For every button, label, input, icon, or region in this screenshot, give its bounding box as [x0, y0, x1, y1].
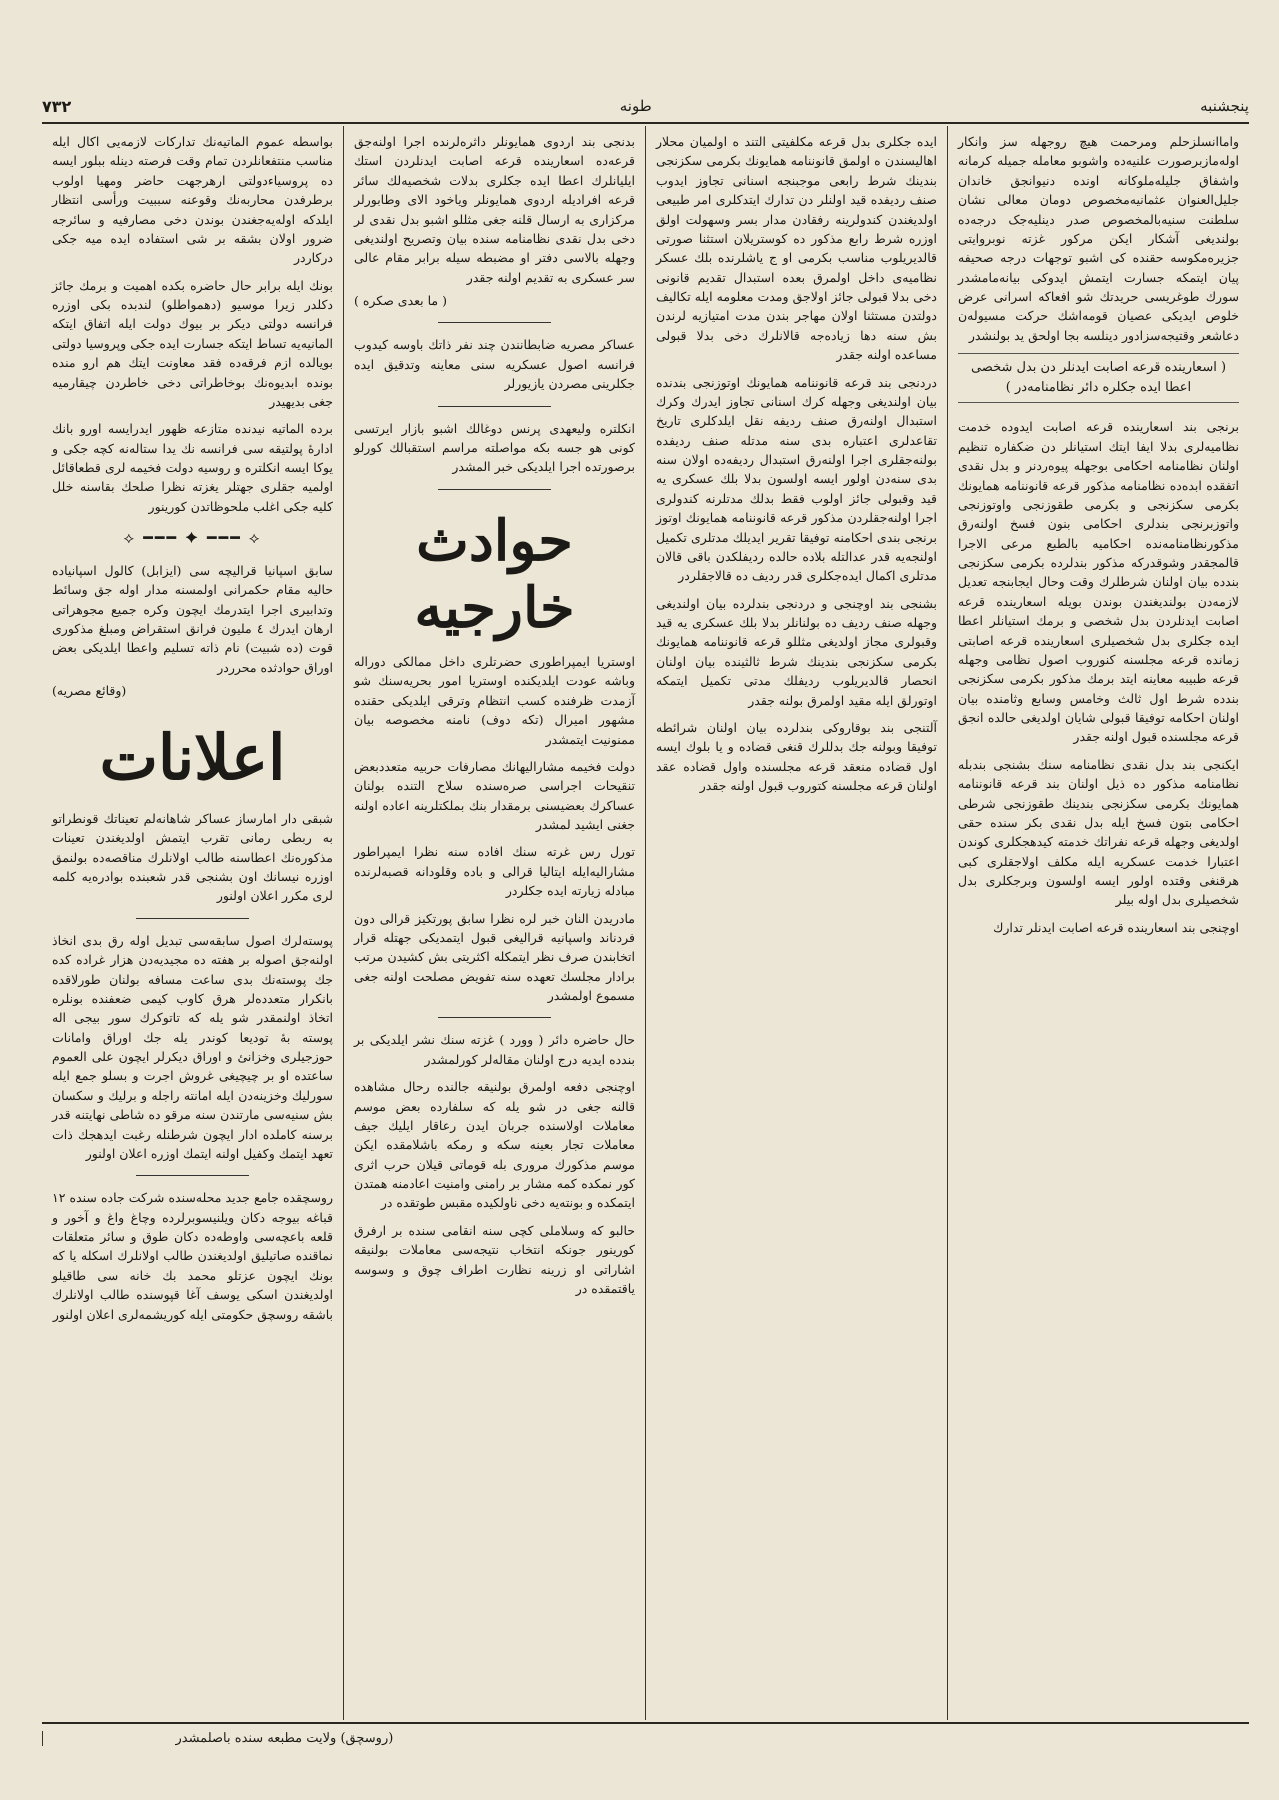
- header-masthead: طونه: [619, 97, 652, 115]
- column-4: [42, 126, 343, 1720]
- page-header: [42, 90, 1249, 124]
- divider: [438, 322, 550, 323]
- divider: [438, 489, 550, 490]
- source-credit: (وقائع مصریه): [52, 683, 127, 699]
- paragraph: دولت فخیمه مشارالیهانك مصارفات حربیه متعددبعض تنقیحات اجراسی صره‌سنده سلاح التنده بولنان عساکرك بعضیسنی برمقدار بنك بملکتلرینه اعاده اولنه جغنی ایشید لمشدر: [354, 758, 635, 832]
- column-3: [343, 126, 645, 1720]
- header-day: پنجشنبه: [1200, 97, 1249, 115]
- divider: [136, 1175, 248, 1176]
- paragraph: اوچنجی دفعه اولمرق بولنیقه جالنده رحال مشاهده قالنه جغی در شو یله که سلفارده بعض موسم معاملات اولاسنده جربان ایدن رعاقار ایلیك جیف معاملات تجار بعینه سکه و رمکه باشلامقده ایکن موسم مذکورك مروری بله قوماتی قیلان حرب اثری کور نمکده کمه مشار بر رامنی وامنیت اعادمنه همتدن ایتمکده و بونته‌یه دخی ناولکیده مقبس طوتقده در: [354, 1079, 635, 1211]
- section-title-foreign-news: حوادث خارجیه: [414, 507, 575, 641]
- paragraph: مادریدن النان خبر لره نظرا سابق پورتکیز قرالی دون فردناند واسپانیه قرالیغی قبول ایتمدیکی جهتله قرار اتخابندن صرف نظر ایتمکله اکثریتی بش کشیدن مرتب برادار مجلسك تعهده سنه تفویض مصلحت اولنه جغی مسموع اولمشدر: [354, 910, 635, 1003]
- printer-imprint: (روسچق) ولایت مطبعه سنده باصلمشدر: [42, 1731, 526, 1746]
- ornament-divider: ⟡ ━━━ ✦ ━━━ ⟡: [123, 528, 262, 548]
- paragraph: تورل رس غرته سنك افاده سنه نظرا ایمپراطور مشارالیه‌ایله ایتالیا قرالی و باده وقلودانه قصبه‌لرنده مبادله زیارته ایده جکلردر: [354, 844, 635, 899]
- announcement: شبقی دار امارساز عساکر شاهانه‌لم تعیناتك قونطراتو به ربطی رمانی تقرب ایتمش اولدیغندن تعینات مذکوره‌نك اعطاسنه طالب اولانلرك مناقصه‌ده بولنمق اوزره نیسانك اون بشنجی قدر شعبنده بوادره‌یه کلمه لری مکرر اعلان اولنور: [52, 810, 333, 904]
- paragraph: انكلتره ولیعهدی پرنس دوغالك اشبو بازار ایرتسی کونی هو جسه بکه مواصلته مراسم استقبالك کورلو برصورتده اجرا ایلدیکی خبر المشدر: [354, 420, 635, 475]
- paragraph: سابق اسپانیا قرالیچه سی (ایزابل) کالول اسپانیاده حالیه مقام حکمرانی اولمسنه مدار اوله جق وسائط وتدابیری اجرا ایتدرمك ایچون وکره جمیع مجوهراتی ارهان ایدرك ٤ ملیون فرانق استقراض ومبلغ مذکوری قوت (ده شبیت) نام ذاته تسلیم واعطا ایلدیکی بعض اوراق حوادثده محرردر: [52, 562, 334, 675]
- paragraph: آلتنجی بند بوقاروکی بندلرده بیان اولنان شرائطه توفیقا وبولنه جك بدللرك قنغی قضاده و یا بلوك ایسه اول قضاده منعقد قرعه مجلسنده واول قضاده عقد اولنان قرعه مجلسنه کتوروب قبول اولنه جقدر: [656, 719, 937, 793]
- article-1: برنجی بند اسعارینده قرعه اصابت ایدوده خدمت نظامیه‌لری بدلا ایفا ایتك استیانلر دن ضكفاره تنظیم اولنان نظامنامه احكامی بوجهله پیوه‌ردنر و بدل نقدی اتفقده ابده‌ده نظامنامه مذكور قرعه قانوننامه همایونك بکرمی سکزنجی و بکرمی طقوزنجی واوتوزنجی واتوزبرنجی بندلری احكامی بنون فسخ اولنه‌رق مذكورنظامنامه‌نده احكامیه بالطبع مرعی الاجرا قالمجقدر وشوقدركه مذكور بندلرده بکرمی سکزنجی بندده بیان اولنان شرطلرك وقت وحال ایجابنجه تعدیل لازمه‌دن بولندیغندن بوندن بویله اسعارینده قرعه اصابت ایدنلردن بدل شخصی و برمك استیانلر اعطا ایده جکلری بدل شخصیلری اسعارینده قرعه اصابتی زمانده قرعه مجلسنه کنوروب اصول نظامی وجهله قرعه طبیبه معاینه ایتد برمك مذكور بکرمی سکزنجی بندده شرط اول ثالث وخامس وسابع وثامنده بیان اولنان احکامه توفیقا قبولی شایان اولدیغی حالده انجق قرعه مجلسنده قبول اولنه جقدر: [958, 419, 1239, 745]
- article-3: اوچنجی بند اسعارینده قرعه اصابت ایدنلر تدارك: [993, 919, 1239, 935]
- column-2: [645, 126, 947, 1720]
- columns-container: [42, 126, 1249, 1720]
- paragraph: بونك ایله برابر حال حاضره بکده اهمیت و برمك جائز دکلدر زیرا موسیو (دهمواطلو) لندبده بکی اوزره فرانسه دولتی دیکر بر بیوك دولت ایله اتفاق ایتکه الما‌نیه‌یه تساط ایتکه جسارت ایده جکی وپروسیا دولتی بویالده ازم فرقه‌ده فقد معاونت ایتك هم ارو منده بونده ابدیوه‌نك بوخاطراتی دخی خاطردن چیقارمیه جغی بدیهیدر: [52, 277, 333, 409]
- paragraph: حالبو كه وسلاملی کچی سنه انقامی سنده بر ارفرق کورینور جونکه انتخاب نتیجه‌سی معاملات بولنیقه اشاراتی او زرینه نظارت اطراف چوق و وسوسه یاقتمقده در: [354, 1222, 635, 1296]
- paragraph: بدنجی بند اردوی همایونلر داثره‌لرنده اجرا اولنه‌جق قرعه‌ده اسعارینده قرعه اصابت ایدنلردن استك ایلیانلرك اعطا ایده جکلری بدلات شخصیه‌لك سائر قرعه افرادیله اردوی همایونلر ویاخود الای وطابورلر مرکزاری به ارسال قلنه جغی مثللو اشبو بدل نقدی لر دخی بدل نقدی نظامنامه سنده بیان وتصریح اولندیغی وجهله بالاسی دفتر او مضبطه سیله برابر مقام عالی سر عسکری به تقدیم اولنه جقدر: [354, 134, 635, 285]
- paragraph: بواسطه عموم الماتیه‌نك تدارکات لازمه‌یی اکال ایله مناسب منتفعانلردن تمام وقت فرصته دینله ببلور ایسه ده پروسیاء‌دولتی ارهرجهت حاضر ومهیا اولوب برطرفدن محاربه‌نك وقوعنه سببیت ورأسی انتظار ایلدکه اوله‌یه‌جغندن بوندن دخی مصارفیه و سائرجه ضرور اولان بشقه بر شی استفاده ایده میه جکی دركاردر: [52, 134, 333, 266]
- regulation-title: ( اسعارینده قرعه اصابت ایدنلر دن بدل شخصی اعطا ایده جکلره دائر نظامنامه‌در ): [958, 353, 1239, 403]
- page-footer: [42, 1722, 1249, 1752]
- section-title-announcements: اعلانات: [99, 720, 286, 794]
- announcement: روسچقده جامع جدید محله‌سنده شرکت جاده سنده ١٢ قباغه بیوجه دكان ویلنیسوبرلرده وچاغ واغ و آخور و قلعه باعچه‌سی واوطه‌ده دكان طوق و سائر متعلقات نماقنده صاتیلیق اولدیغندن طالب اولانلرك اسکله یا که بونك ایچون عزتلو محمد بك خانه سی طاقیلو اولدیغندن اسکی یوسف آغا قپوسنده طالب اولانلرك باشقه روسچق حکومتی ایله کوریشمه‌لری اعلان اولنور: [52, 1190, 333, 1322]
- divider: [136, 918, 248, 919]
- article-2: ایکنجی بند بدل نقدی نظامنامه سنك بشنجی بندبله نظامنامه مذكور ده ذیل اولنان بند قرعه قانوننامه همایونك بکرمی سکزنجی بندینك طقوزنجی شرطی احكامی بتون فسخ ایله بدل نقدی بکر سنده حقی اولدیغی وجهله قرعه نفراتك خدمته کیدهجکلری کوندن اعتبارا خدمت عسکریه ایله مكلف اولاجقلری کبی هرقنغی وقتده اولور ایسه اولسون وبرجکلری بدل شخصیلری بدل اوله بیلر: [958, 756, 1239, 908]
- divider: [438, 406, 550, 407]
- announcement: پوسته‌لرك اصول سابقه‌سی تبدیل اوله رق بدی انخاذ اولنه‌جق اصوله بر هفته ده مجیدیه‌دن هزار غراده کده جك پوسته‌نك بدی ساعت مسافه بولنان طورلاقده بانکرار متعدده‌لر هرق کاوب کیمی ضعفنده بونلره اتخاذ اولنمقدر شو یله که تاتوکرك سور بیجی اله پوسته بهٔ توديعا کوندر یله جك اوراق وامانات حوزجیلری وخزانئ و اوراق دیکرلر ایچون علی العموم ساعتده او بر چیچیغی غروش اجرت و بسلو جمع ایله سورلیك وخزینه‌دن ایله امانته راجله و برلیك و سکسان بش سنیه‌سی مارتندن سنه مرقو ده شاطی نهایتنه قدر برسنه کاملده ادار ایچون شرطنله رغبت ایدهجك ذات تعهد ایتمك وكفیل اولنه ایتمك اوزره اعلان اولنور: [52, 932, 333, 1161]
- paragraph: دردنجی بند قرعه قانوننامه همایونك اوتوزنجی بندنده بیان اولندیغی وجهله کرك اسنانی تجاوز ایدرك وکرك استبدال اولنه‌رق صنف ردیفه نقل ایلدکلری تاریخ تقاعدلری اعتباره بدی سنه مدتله صنف ردیفده بولنه‌جقلری اجرا اولنه‌رق استبدال ردیفه‌ده اولان سنه بدی سنه‌دن اولور ایسه اولسون بدلا بلك عسكری یه قید وقبولی جائز اولوب فقط بدلك مدتلرنه کندولری اجرا اولنه‌جقلردن مذکور قرعه قانوننامه همایونك اوتوز برنجی بندی احکامنه توفیقا تقریر ایدیلك مدتلری تکمیل اولنجه‌یه قدر عدالتله بلاده حالده ردیفلکدن باقی قالان مدتلری اکمال ایده‌جکلری قدر ردیف ده قالاجقلردر: [656, 374, 937, 584]
- paragraph: اوستریا ایمپراطوری حضرتلری داخل ممالکی دوراله وباشه عودت ایلدیکنده اوستریا امور بحریه‌سنك شو آزمدت ظرفنده کسب انتظام وترقی ایلدیکی حقنده مشهور امیرال (تکه دوف) نامنه مخصوصه بیان ممنونیت ایتمشدر: [354, 654, 635, 747]
- header-page-number: ٧٣٢: [42, 96, 72, 116]
- paragraph: واماانسلزحلم ومرحمت هیچ روجهله سز وانکار اوله‌مازبرصورت علنیه‌ده واشوبو معامله جمیله کرمانه واشفاق جلیله‌ملوکانه اونده دنیوانجق خاندان جلیل‌العنوان عثمانیه‌مخصوص دومان معالی نشان سلطنت سنیه‌بالمخصوص صدر دینلیه‌جک درجه‌ده بولندیغی آشکار ایکن مرکور غزته نوبروایتی جزیره‌مکوسه حقنده کی اشبو توجهات درجه صحیفه پیان ایتمکه جسارت ایتمش ایدوکی بیانه‌مامشدر سورك طوغریسی حریدتك شو افعاکه اسرانی عرض خلوص ایدیکی عصیان قومه‌اشك حرکت مسیوله‌ن دعاشعر وقتیجه‌سزادور دینلسه بجا اولحق ید بولنشدر: [958, 134, 1239, 343]
- paragraph: برده الماتیه نیدنده متازعه ظهور ایدرایسه اورو بانك ادارهٔ پولتیقه سی فرانسه نك یدا ستاله‌نه کچه جکی و یوکا ایسه انکلتره و روسیه دولت فخیمه لری قطعاقائل اولمیه جقلری جهتلر یغزته نظرا صلحك بقاسنه خلل کلیه جکی اغلب ملحوظاتدن کورینور: [52, 421, 333, 514]
- column-1: [947, 126, 1249, 1720]
- paragraph: عساکر مصریه ضابطانندن چند نفر ذاتك باوسه کیدوب فرانسه اصول عسکریه سنی معاینه وتدقیق ایده جکلرینی مصردن یازیورلر: [354, 337, 635, 392]
- paragraph: ایده جکلری بدل قرعه مکلفیتی التند ه اولمیان محلار اهالیسندن ه اولمق قانوننامه همایونك بکرمی سکزنجی بندینك شرط رابعی موجبنجه اسنانی تجاوز ایدوب صنف ردیفده قید اولنلر دن تدارك ایتدکلری امر طبیعی اولدیغندن کندولرینه رفقادن مدار بسر وسهولت اولق اوزره شرط رابع مذکور ده کوستریلان استثنا صورتی قالدیریلوب مناسب بکرمی او ج یاشلرنده بلك عسكر نظامیه‌ی داخل اولمرق بعده استبدال تقدیم قانونی دخی بدلا قبولی جائز اولاجق ومدت معلومه ایله تکالیف دولتدن مستثنا اولان مهاجر بندن مدت امتیازیه لرندن بش سنه دها زیاده‌جه قالانلرك دخی بدلا قبولی مساعده اولنه جقدر: [656, 134, 937, 363]
- paragraph: بشنجی بند اوچنجی و دردنجی بندلرده بیان اولندیغی وجهله صنف ردیف ده بولنانلر بدلا بلك عسكری یه قید وقبولری مجاز اولدیغی مثللو قرعه قانوننامه همایونك بکرمی سکزنجی بندینك شرط ثالثینده بیان اولنان انحصار قالدیریلوب ردیفلك مدتی تکمیل ایتمکه اوتورلق ایله مقید اولمرق بولنه جقدر: [656, 595, 937, 708]
- continued-note: ( ما بعدی صکره ): [354, 293, 447, 308]
- divider: [438, 1017, 550, 1018]
- paragraph: حال حاضره دائر ( وورد ) غزته سنك نشر ایلدیکی بر بندده ایدیه درج اولنان مقاله‌لر کورلمشدر: [354, 1032, 635, 1067]
